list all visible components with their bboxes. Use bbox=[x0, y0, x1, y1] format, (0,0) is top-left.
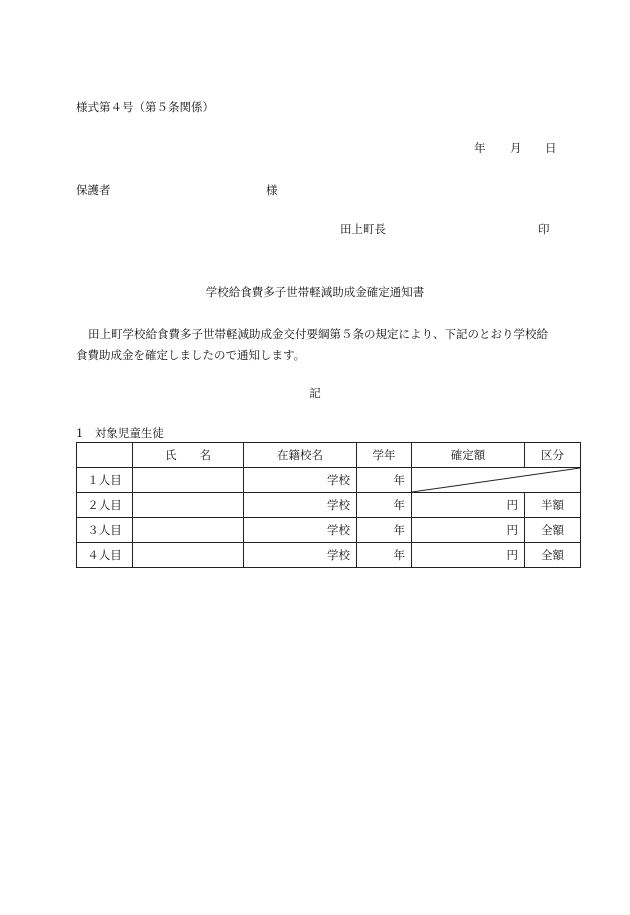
table-row bbox=[77, 518, 581, 543]
header-label bbox=[77, 443, 133, 468]
students-table bbox=[76, 442, 581, 568]
table-header-row bbox=[77, 443, 581, 468]
form-number: 様式第４号（第５条関係） bbox=[76, 100, 214, 114]
diagonal-line bbox=[412, 468, 580, 492]
row-label: ３人目 bbox=[77, 518, 133, 543]
date-day-label: 日 bbox=[545, 141, 557, 155]
amount-cell[interactable]: 円 bbox=[412, 518, 525, 543]
header-amount: 確定額 bbox=[412, 443, 525, 468]
school-cell[interactable]: 学校 bbox=[244, 468, 357, 493]
table-row bbox=[77, 468, 581, 493]
table-row bbox=[77, 543, 581, 568]
addressee-honorific: 様 bbox=[266, 183, 278, 197]
body-paragraph: 田上町学校給食費多子世帯軽減助成金交付要綱第５条の規定により、下記のとおり学校給食費助成金を確定しましたので通知します。 bbox=[76, 327, 548, 362]
row-label: ４人目 bbox=[77, 543, 133, 568]
header-category: 区分 bbox=[525, 443, 581, 468]
seal-mark: 印 bbox=[538, 222, 550, 236]
document-title: 学校給食費多子世帯軽減助成金確定通知書 bbox=[205, 285, 425, 299]
student-name-cell[interactable] bbox=[133, 518, 244, 543]
school-cell[interactable]: 学校 bbox=[244, 518, 357, 543]
section-title: 1 対象児童生徒 bbox=[76, 426, 164, 440]
student-name-cell[interactable] bbox=[133, 468, 244, 493]
grade-cell[interactable]: 年 bbox=[357, 518, 412, 543]
diagonal-strike-cell bbox=[412, 468, 581, 493]
category-cell: 半額 bbox=[525, 493, 581, 518]
amount-cell[interactable]: 円 bbox=[412, 543, 525, 568]
row-label: １人目 bbox=[77, 468, 133, 493]
student-name-cell[interactable] bbox=[133, 493, 244, 518]
header-school: 在籍校名 bbox=[244, 443, 357, 468]
amount-cell[interactable]: 円 bbox=[412, 493, 525, 518]
header-name: 氏 名 bbox=[133, 443, 244, 468]
addressee-label: 保護者 bbox=[76, 183, 111, 197]
table-row bbox=[77, 493, 581, 518]
row-label: ２人目 bbox=[77, 493, 133, 518]
category-cell: 全額 bbox=[525, 518, 581, 543]
header-grade: 学年 bbox=[357, 443, 412, 468]
category-cell: 全額 bbox=[525, 543, 581, 568]
date-year-label: 年 bbox=[474, 141, 486, 155]
date-month-label: 月 bbox=[510, 141, 522, 155]
ki-heading: 記 bbox=[309, 386, 321, 400]
grade-cell[interactable]: 年 bbox=[357, 493, 412, 518]
school-cell[interactable]: 学校 bbox=[244, 493, 357, 518]
grade-cell[interactable]: 年 bbox=[357, 468, 412, 493]
student-name-cell[interactable] bbox=[133, 543, 244, 568]
grade-cell[interactable]: 年 bbox=[357, 543, 412, 568]
school-cell[interactable]: 学校 bbox=[244, 543, 357, 568]
issuer-title: 田上町長 bbox=[340, 222, 386, 236]
